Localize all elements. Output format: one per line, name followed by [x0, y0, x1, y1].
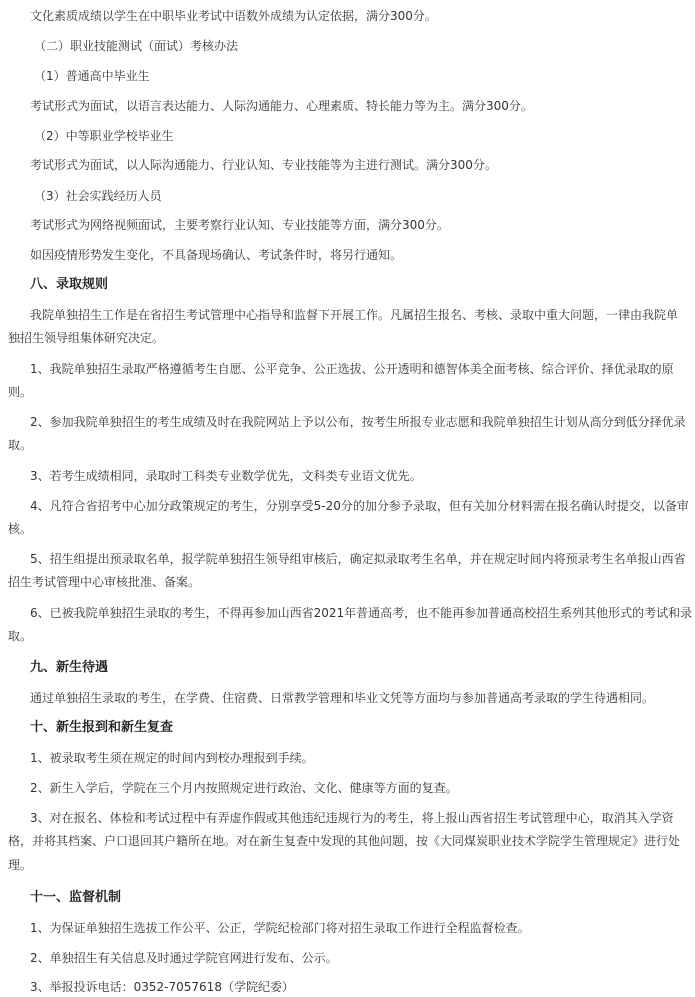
rule-item: 理。 [8, 858, 33, 872]
rule-item: 3、若考生成绩相同，录取时工科类专业数学优先，文科类专业语文优先。 [30, 469, 422, 483]
paragraph: 考试形式为网络视频面试，主要考察行业认知、专业技能等方面，满分300分。 [30, 218, 449, 232]
rule-item: 2、新生入学后，学院在三个月内按照规定进行政治、文化、健康等方面的复查。 [30, 781, 458, 795]
rule-item: 1、我院单独招生录取严格遵循考生自愿、公平竞争、公正选拔、公开透明和德智体美全面考核、综合评价、择优录取的原 [30, 362, 674, 376]
section-heading: 十、新生报到和新生复查 [30, 720, 174, 735]
paragraph: 通过单独招生录取的考生，在学费、住宿费、日常教学管理和毕业文凭等方面均与参加普通高考录取的学生待遇相同。 [30, 691, 655, 705]
rule-item: 1、被录取考生须在规定的时间内到校办理报到手续。 [30, 751, 314, 765]
subheading: （2）中等职业学校毕业生 [34, 129, 174, 143]
rule-item: 取。 [8, 629, 33, 643]
rule-item: 5、招生组提出预录取名单，报学院单独招生领导组审核后，确定拟录取考生名单，并在规定时间内将预录考生名单报山西省 [30, 552, 686, 566]
paragraph: 如因疫情形势发生变化，不具备现场确认、考试条件时，将另行通知。 [30, 248, 403, 262]
rule-item: 2、单独招生有关信息及时通过学院官网进行发布、公示。 [30, 951, 338, 965]
rule-item: 6、已被我院单独招生录取的考生，不得再参加山西省2021年普通高考，也不能再参加普通高校招生系列其他形式的考试和录 [30, 606, 693, 620]
rule-item: 4、凡符合省招考中心加分政策规定的考生，分别享受5-20分的加分参予录取，但有关加分材料需在报名确认时提交，以备审 [30, 499, 689, 513]
subheading: （1）普通高中毕业生 [34, 69, 150, 83]
rule-item: 2、参加我院单独招生的考生成绩及时在我院网站上予以公布，按考生所报专业志愿和我院单独招生计划从高分到低分择优录 [30, 415, 686, 429]
section-heading: 九、新生待遇 [30, 660, 109, 675]
rule-item: 招生考试管理中心审核批准、备案。 [8, 575, 201, 589]
section-heading: 十一、监督机制 [30, 890, 122, 905]
rule-item: 取。 [8, 438, 33, 452]
subheading: （3）社会实践经历人员 [34, 189, 162, 203]
paragraph: 独招生领导组集体研究决定。 [8, 331, 165, 345]
paragraph: 文化素质成绩以学生在中职毕业考试中语数外成绩为认定依据，满分300分。 [30, 9, 437, 23]
rule-item: 3、举报投诉电话：0352-7057618（学院纪委） [30, 980, 294, 994]
rule-item: 1、为保证单独招生选拔工作公平、公正，学院纪检部门将对招生录取工作进行全程监督检查。 [30, 921, 530, 935]
subheading: （二）职业技能测试（面试）考核办法 [34, 39, 239, 53]
paragraph: 考试形式为面试，以语言表达能力、人际沟通能力、心理素质、特长能力等为主。满分300分。 [30, 99, 533, 113]
section-heading: 八、录取规则 [30, 277, 109, 292]
rule-item: 格，并将其档案、户口退回其户籍所在地。对在新生复查中发现的其他问题，按《大同煤炭职业技术学院学生管理规定》进行处 [8, 834, 681, 848]
paragraph: 考试形式为面试，以人际沟通能力、行业认知、专业技能等为主进行测试。满分300分。 [30, 158, 497, 172]
rule-item: 则。 [8, 385, 33, 399]
paragraph: 我院单独招生工作是在省招生考试管理中心指导和监督下开展工作。凡属招生报名、考核、录取中重大问题，一律由我院单 [30, 308, 679, 322]
rule-item: 核。 [8, 522, 33, 536]
rule-item: 3、对在报名、体检和考试过程中有弄虚作假或其他违纪违规行为的考生，将上报山西省招生考试管理中心，取消其入学资 [30, 811, 674, 825]
